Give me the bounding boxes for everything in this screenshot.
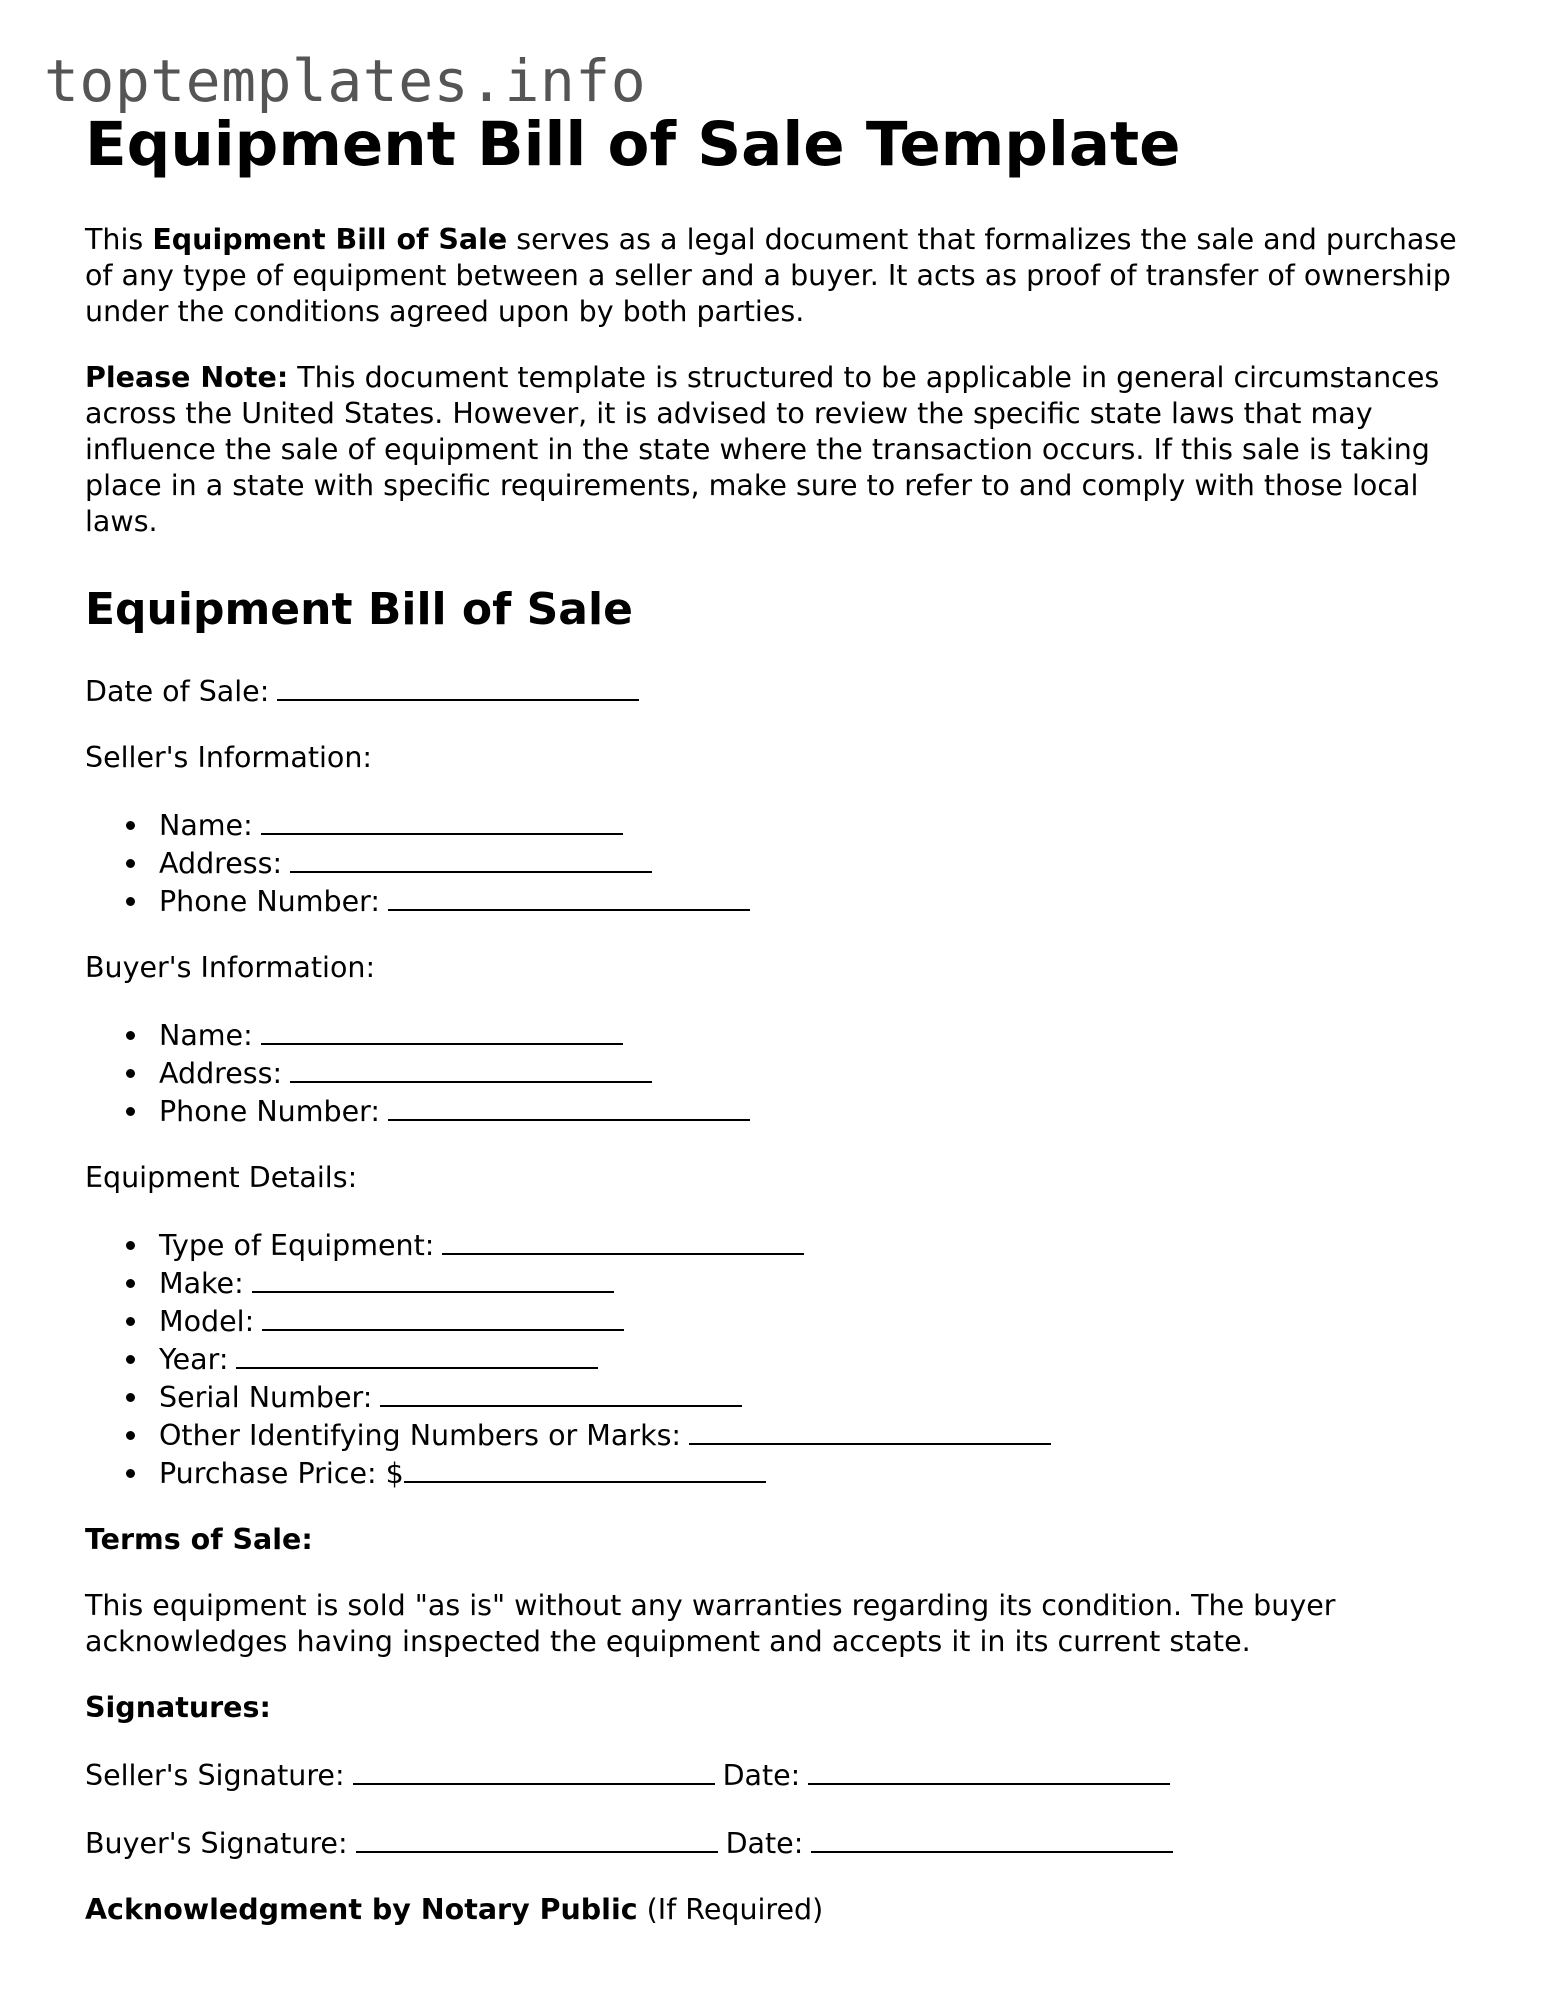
- field-label: Phone Number:: [159, 885, 380, 918]
- bullet: [126, 1355, 135, 1364]
- equipment-type-row: [159, 1226, 1475, 1264]
- bullet: [126, 1279, 135, 1288]
- buyer-heading: Buyer's Information:: [85, 951, 376, 984]
- page-title: Equipment Bill of Sale Template: [85, 109, 1181, 180]
- seller-phone-row: [159, 882, 1475, 920]
- equipment-make-row: [159, 1264, 1475, 1302]
- equipment-year-blank[interactable]: [236, 1340, 598, 1369]
- buyer-phone-row: [159, 1092, 1475, 1130]
- buyer-name-blank[interactable]: [261, 1016, 623, 1045]
- bullet: [126, 1431, 135, 1440]
- equipment-year-row: [159, 1340, 1475, 1378]
- equipment-model-row: [159, 1302, 1475, 1340]
- buyer-signature-row: [85, 1824, 1475, 1862]
- seller-date-blank[interactable]: [808, 1756, 1170, 1785]
- seller-phone-blank[interactable]: [388, 882, 750, 911]
- bullet: [126, 897, 135, 906]
- note-text: This document template is structured to be applicable in general circumstances across the United States. However, it is advised to review the specific state laws that may influence the sale of equipment in the state where the transaction occurs. If this sale is taking place in a state with specific requirements, make sure to refer to and comply with those local laws.: [85, 361, 1440, 538]
- document-body: [85, 105, 1475, 1928]
- field-label: Serial Number:: [159, 1381, 373, 1414]
- seller-signature-label: Seller's Signature:: [85, 1759, 345, 1792]
- field-label: Address:: [159, 1057, 283, 1090]
- bullet: [126, 1069, 135, 1078]
- equipment-make-blank[interactable]: [252, 1264, 614, 1293]
- bullet: [126, 1469, 135, 1478]
- buyer-date-label: Date:: [725, 1827, 804, 1860]
- equipment-type-blank[interactable]: [442, 1226, 804, 1255]
- equipment-other-ids-row: [159, 1416, 1475, 1454]
- intro-rest: serves as a legal document that formalizes the sale and purchase of any type of equipment between a seller and a buyer. It acts as proof of transfer of ownership under the conditions agreed upon by both parties.: [85, 223, 1457, 328]
- seller-name-row: [159, 806, 1475, 844]
- purchase-price-row: [159, 1454, 1475, 1492]
- seller-name-blank[interactable]: [261, 806, 623, 835]
- seller-address-row: [159, 844, 1475, 882]
- intro-paragraph: [85, 222, 1475, 330]
- bullet: [126, 1241, 135, 1250]
- purchase-price-blank[interactable]: [404, 1454, 766, 1483]
- terms-heading: Terms of Sale:: [85, 1523, 313, 1556]
- field-label: Name:: [159, 1019, 253, 1052]
- equipment-heading: Equipment Details:: [85, 1161, 358, 1194]
- bullet: [126, 1393, 135, 1402]
- intro-prefix: This: [85, 223, 153, 256]
- field-label: Address:: [159, 847, 283, 880]
- bullet: [126, 821, 135, 830]
- equipment-other-ids-blank[interactable]: [689, 1416, 1051, 1445]
- buyer-signature-blank[interactable]: [356, 1824, 718, 1853]
- buyer-address-blank[interactable]: [290, 1054, 652, 1083]
- seller-heading: Seller's Information:: [85, 741, 373, 774]
- buyer-signature-label: Buyer's Signature:: [85, 1827, 348, 1860]
- date-of-sale-blank[interactable]: [277, 672, 639, 701]
- notary-rest: (If Required): [637, 1893, 824, 1926]
- bullet: [126, 859, 135, 868]
- seller-fields: [85, 806, 1475, 920]
- equipment-model-blank[interactable]: [262, 1302, 624, 1331]
- bullet: [126, 1031, 135, 1040]
- equipment-fields: [85, 1226, 1475, 1492]
- field-label: Other Identifying Numbers or Marks:: [159, 1419, 682, 1452]
- notary-bold: Acknowledgment by Notary Public: [85, 1893, 638, 1926]
- notary-line: [85, 1892, 1475, 1928]
- seller-signature-row: [85, 1756, 1475, 1794]
- buyer-name-row: [159, 1016, 1475, 1054]
- field-label: Type of Equipment:: [159, 1229, 435, 1262]
- buyer-date-blank[interactable]: [811, 1824, 1173, 1853]
- buyer-fields: [85, 1016, 1475, 1130]
- buyer-address-row: [159, 1054, 1475, 1092]
- seller-signature-blank[interactable]: [353, 1756, 715, 1785]
- equipment-serial-row: [159, 1378, 1475, 1416]
- field-label: Make:: [159, 1267, 244, 1300]
- intro-bold: Equipment Bill of Sale: [152, 223, 508, 256]
- equipment-serial-blank[interactable]: [380, 1378, 742, 1407]
- field-label: Name:: [159, 809, 253, 842]
- field-label: Year:: [159, 1343, 229, 1376]
- bullet: [126, 1317, 135, 1326]
- watermark: toptemplates.info: [44, 47, 647, 115]
- buyer-phone-blank[interactable]: [388, 1092, 750, 1121]
- signatures-heading: Signatures:: [85, 1691, 271, 1724]
- seller-address-blank[interactable]: [290, 844, 652, 873]
- date-of-sale-row: [85, 672, 1475, 710]
- note-paragraph: [85, 360, 1475, 540]
- field-label: Model:: [159, 1305, 255, 1338]
- seller-date-label: Date:: [722, 1759, 801, 1792]
- field-label: Phone Number:: [159, 1095, 380, 1128]
- date-of-sale-label: Date of Sale:: [85, 675, 270, 708]
- form-heading: Equipment Bill of Sale: [85, 584, 633, 635]
- bullet: [126, 1107, 135, 1116]
- note-label: Please Note:: [85, 361, 289, 394]
- terms-text: This equipment is sold "as is" without any warranties regarding its condition. The buyer acknowledges having inspected the equipment and accepts it in its current state.: [85, 1589, 1336, 1658]
- field-label: Purchase Price: $: [159, 1457, 404, 1490]
